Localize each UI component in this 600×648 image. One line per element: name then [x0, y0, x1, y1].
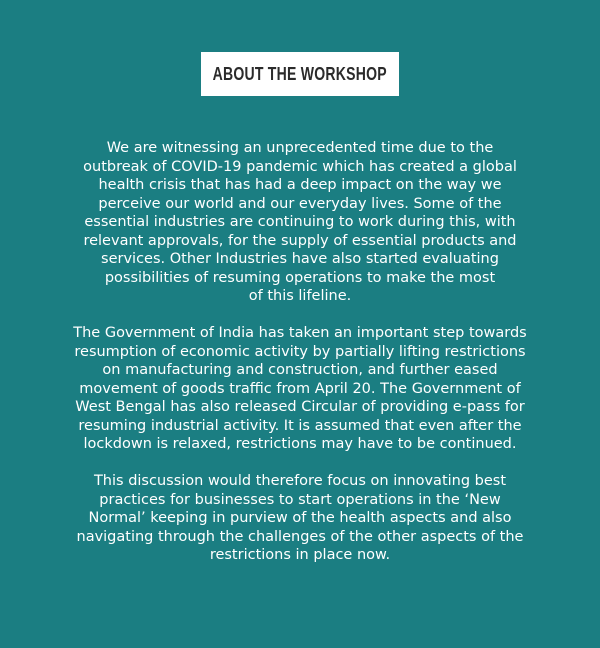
text-line: on manufacturing and construction, and further eased	[102, 362, 498, 378]
text-line: lockdown is relaxed, restrictions may have to be continued.	[83, 436, 517, 452]
text-line: restrictions in place now.	[209, 547, 391, 563]
text-line: essential industries are continuing to work during this, with	[84, 214, 516, 230]
text-line: Normal’ keeping in purview of the health aspects and also	[88, 510, 512, 526]
text-line: West Bengal has also released Circular of providing e-pass for	[75, 399, 525, 415]
text-line: The Government of India has taken an important step towards	[73, 325, 527, 341]
paragraph-1	[40, 139, 560, 306]
text-line: perceive our world and our everyday lives. Some of the	[98, 195, 502, 212]
text-line: health crisis that has had a deep impact on the way we	[98, 177, 502, 193]
section-title: ABOUT THE WORKSHOP	[212, 63, 388, 84]
text-line: resuming industrial activity. It is assumed that even after the	[78, 417, 522, 434]
text-line: We are witnessing an unprecedented time due to the	[106, 140, 494, 156]
text-line: movement of goods traffic from April 20. The Government of	[79, 380, 521, 397]
section-title-box	[201, 52, 399, 96]
text-line: services. Other Industries have also started evaluating	[101, 251, 499, 267]
text-line: possibilities of resuming operations to make the most	[104, 269, 496, 286]
text-line: of this lifeline.	[248, 288, 352, 304]
workshop-description	[40, 139, 560, 583]
text-line: navigating through the challenges of the other aspects of the	[76, 528, 524, 545]
text-line: resumption of economic activity by partially lifting restrictions	[74, 343, 526, 360]
text-line: This discussion would therefore focus on innovating best	[93, 473, 507, 489]
paragraph-3	[40, 472, 560, 565]
paragraph-2	[40, 324, 560, 454]
text-line: relevant approvals, for the supply of essential products and	[83, 232, 517, 249]
text-line: outbreak of COVID-19 pandemic which has created a global	[83, 158, 517, 175]
text-line: practices for businesses to start operations in the ‘New	[99, 491, 501, 508]
